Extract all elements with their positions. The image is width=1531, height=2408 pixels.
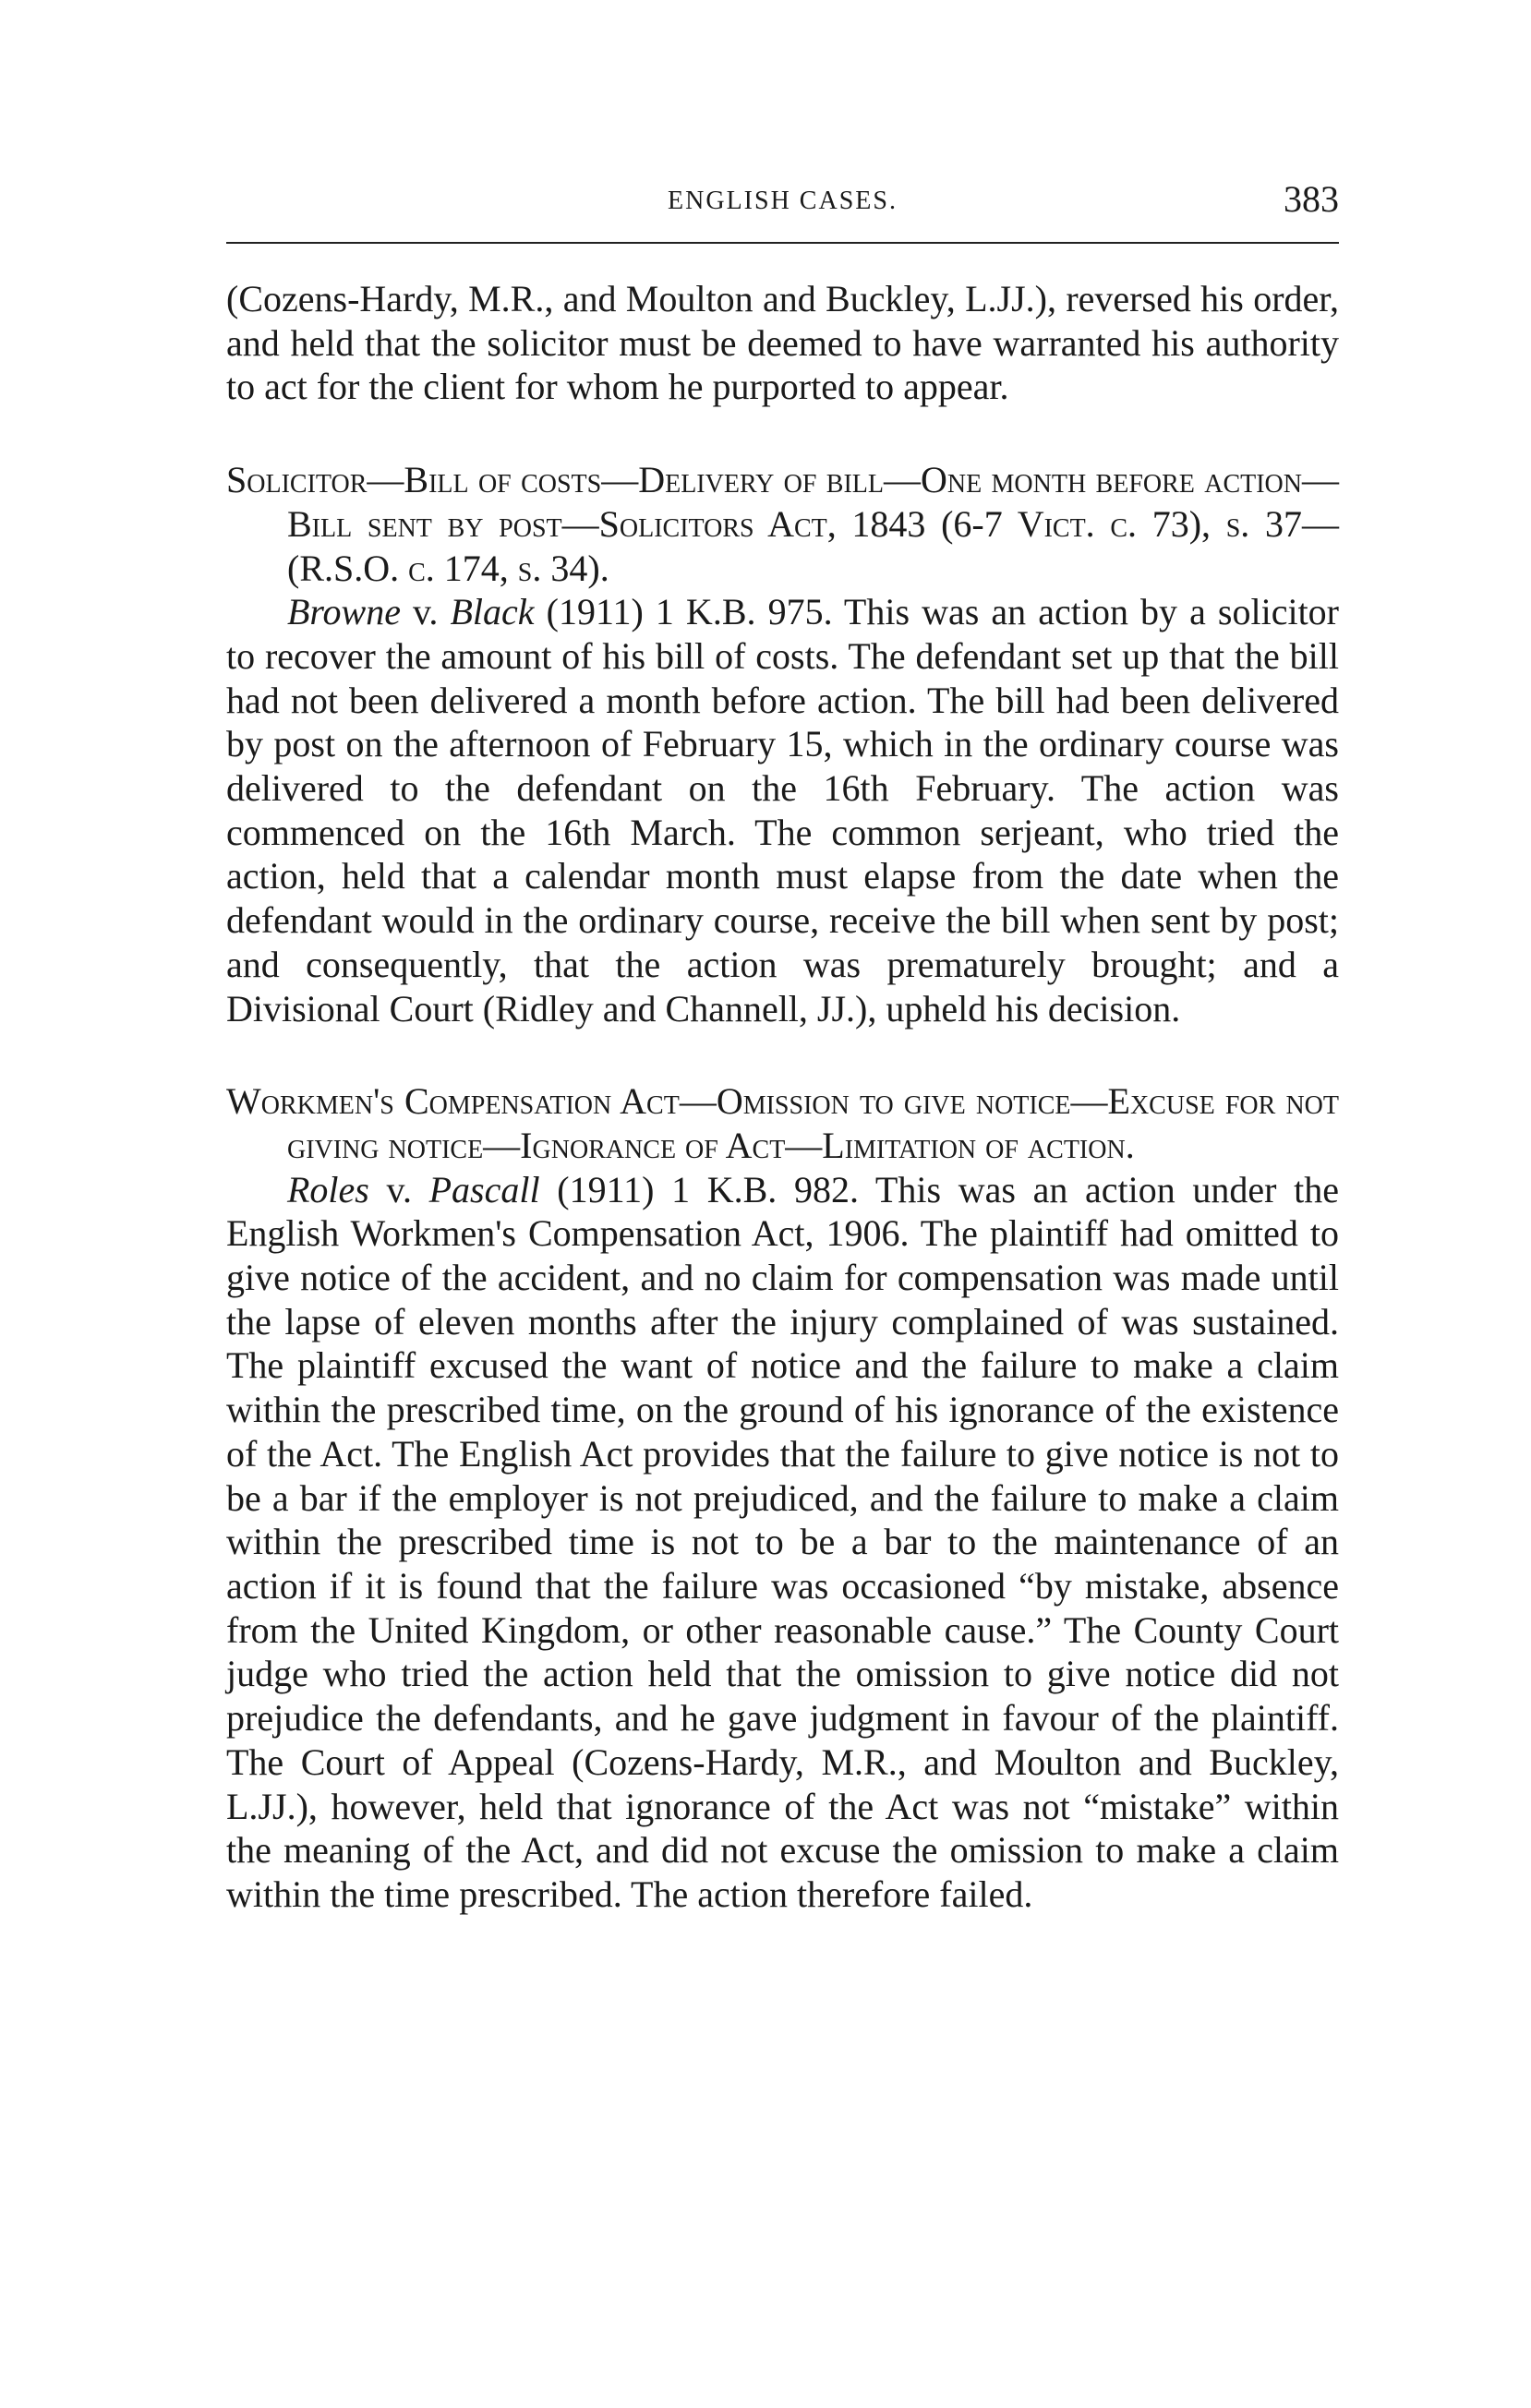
header-rule <box>226 242 1339 244</box>
page-number: 383 <box>1284 178 1339 220</box>
case-party-plaintiff: Roles <box>287 1168 369 1210</box>
page-body <box>226 277 1339 1917</box>
case-paragraph-roles <box>226 1168 1339 1917</box>
case-versus: v. <box>368 1168 429 1210</box>
case-body: (1911) 1 K.B. 975. This was an action by a solicitor to recover the amount of his bill of costs. The defendant set up that the bill had not been delivered a month before action. The bill had been delivered by post on the afternoon of February 15, which in the ordinary course was delivered to the defendant on the 16th February. The action was commenced on the 16th March. The common serjeant, who tried the action, held that a calendar month must elapse from the date when the defendant would in the ordinary course, receive the bill when sent by post; and consequently, that the action was prematurely brought; and a Divisional Court (Ridley and Channell, JJ.), upheld his decision. <box>226 591 1339 1029</box>
running-title: ENGLISH CASES. <box>668 187 898 215</box>
section-heading-workmen: Workmen's Compensation Act—Omission to give notice—Excuse for not giving notice—Ignorance of Act—Limitation of action. <box>226 1080 1339 1166</box>
case-party-defendant: Pascall <box>428 1168 540 1210</box>
case-paragraph-browne <box>226 590 1339 1030</box>
section-heading-solicitor: Solicitor—Bill of costs—Delivery of bill—One month before action—Bill sent by post—Solicitors Act, 1843 (6-7 Vict. c. 73), s. 37—(R.S.O. c. 174, s. 34). <box>226 459 1339 589</box>
case-body: (1911) 1 K.B. 982. This was an action under the English Workmen's Compensation Act, 1906. The plaintiff had omitted to give notice of the accident, and no claim for compensation was made until the lapse of eleven months after the injury complained of was sustained. The plaintiff excused the want of notice and the failure to make a claim within the prescribed time, on the ground of his ignorance of the existence of the Act. The English Act provides that the failure to give notice is not to be a bar if the employer is not prejudiced, and the failure to make a claim within the prescribed time is not to be a bar to the maintenance of an action if it is found that the failure was occasioned “by mistake, absence from the United Kingdom, or other reasonable cause.” The County Court judge who tried the action held that the omission to give notice did not prejudice the defendants, and he gave judgment in favour of the plaintiff. The Court of Appeal (Cozens-Hardy, M.R., and Moulton and Buckley, L.JJ.), however, held that ignorance of the Act was not “mistake” within the meaning of the Act, and did not excuse the omission to make a claim within the time prescribed. The action therefore failed. <box>226 1168 1339 1915</box>
intro-paragraph: (Cozens-Hardy, M.R., and Moulton and Buckley, L.JJ.), reversed his order, and held that the solicitor must be deemed to have warranted his authority to act for the client for whom he purported to appear. <box>226 278 1339 408</box>
case-versus: v. <box>400 591 451 633</box>
case-party-plaintiff: Browne <box>287 591 401 633</box>
case-party-defendant: Black <box>450 591 535 633</box>
page-header <box>226 177 1339 225</box>
